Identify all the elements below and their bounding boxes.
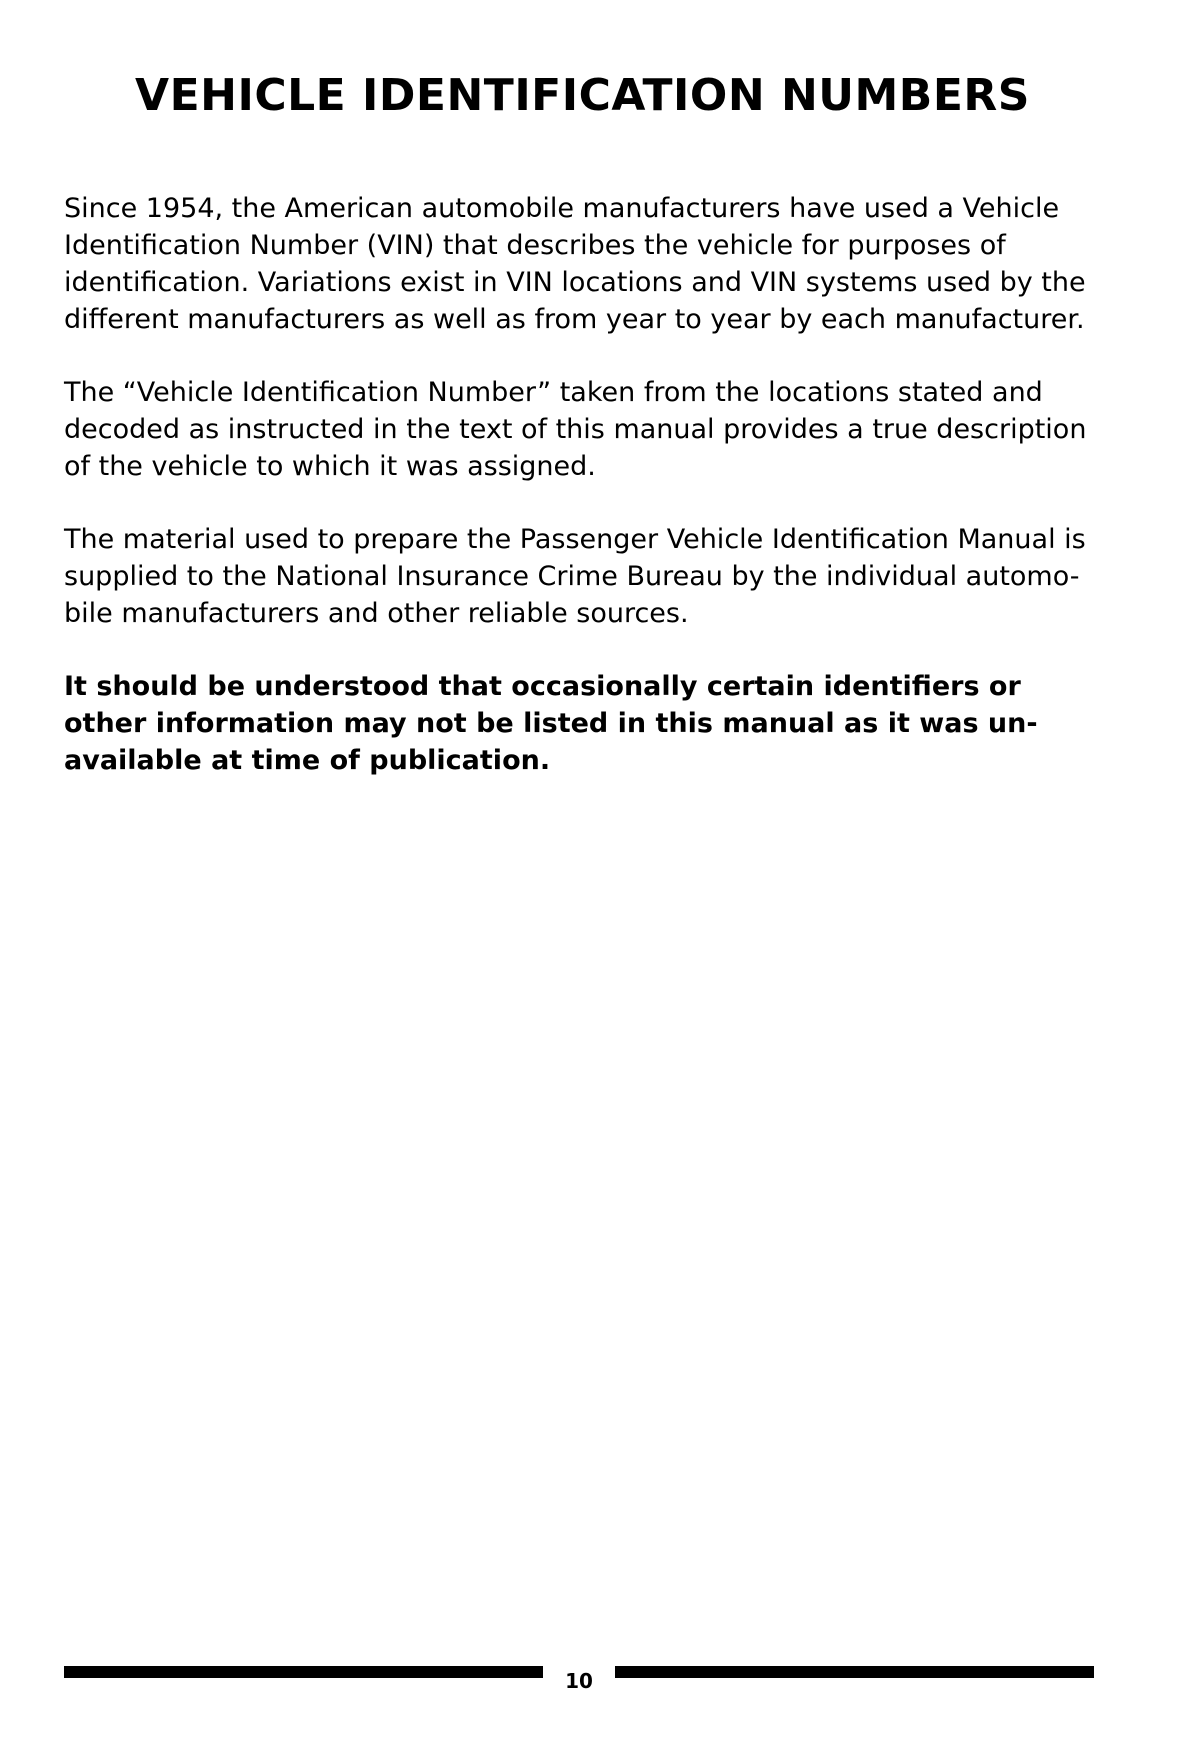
paragraph-material-sources: The material used to prepare the Passenger Vehicle Identification Manual is supplied to the National Insurance Crime Bureau by the individual automo- bile manufacturers and other reliable sources. <box>64 524 1086 629</box>
paragraph-vin-history: Since 1954, the American automobile manufacturers have used a Vehicle Identification Number (VIN) that describes the vehicle for purposes of identification. Variations exist in VIN locations and VIN systems used by the different manufacturers as well as from year to year by each manufacturer. <box>64 193 1086 335</box>
page-number: 10 <box>565 1669 593 1693</box>
footer-rule-left <box>64 1666 543 1678</box>
footer-rule-right <box>615 1666 1094 1678</box>
page-footer <box>64 1660 1094 1693</box>
paragraph-vin-description: The “Vehicle Identification Number” taken from the locations stated and decoded as instructed in the text of this manual provides a true description of the vehicle to which it was assigned. <box>64 377 1087 482</box>
notice-paragraph: It should be understood that occasionally certain identifiers or other information may not be listed in this manual as it was un- available at time of publication. <box>64 671 1038 776</box>
body-text <box>64 190 1114 815</box>
page-title: VEHICLE IDENTIFICATION NUMBERS <box>135 70 1030 121</box>
